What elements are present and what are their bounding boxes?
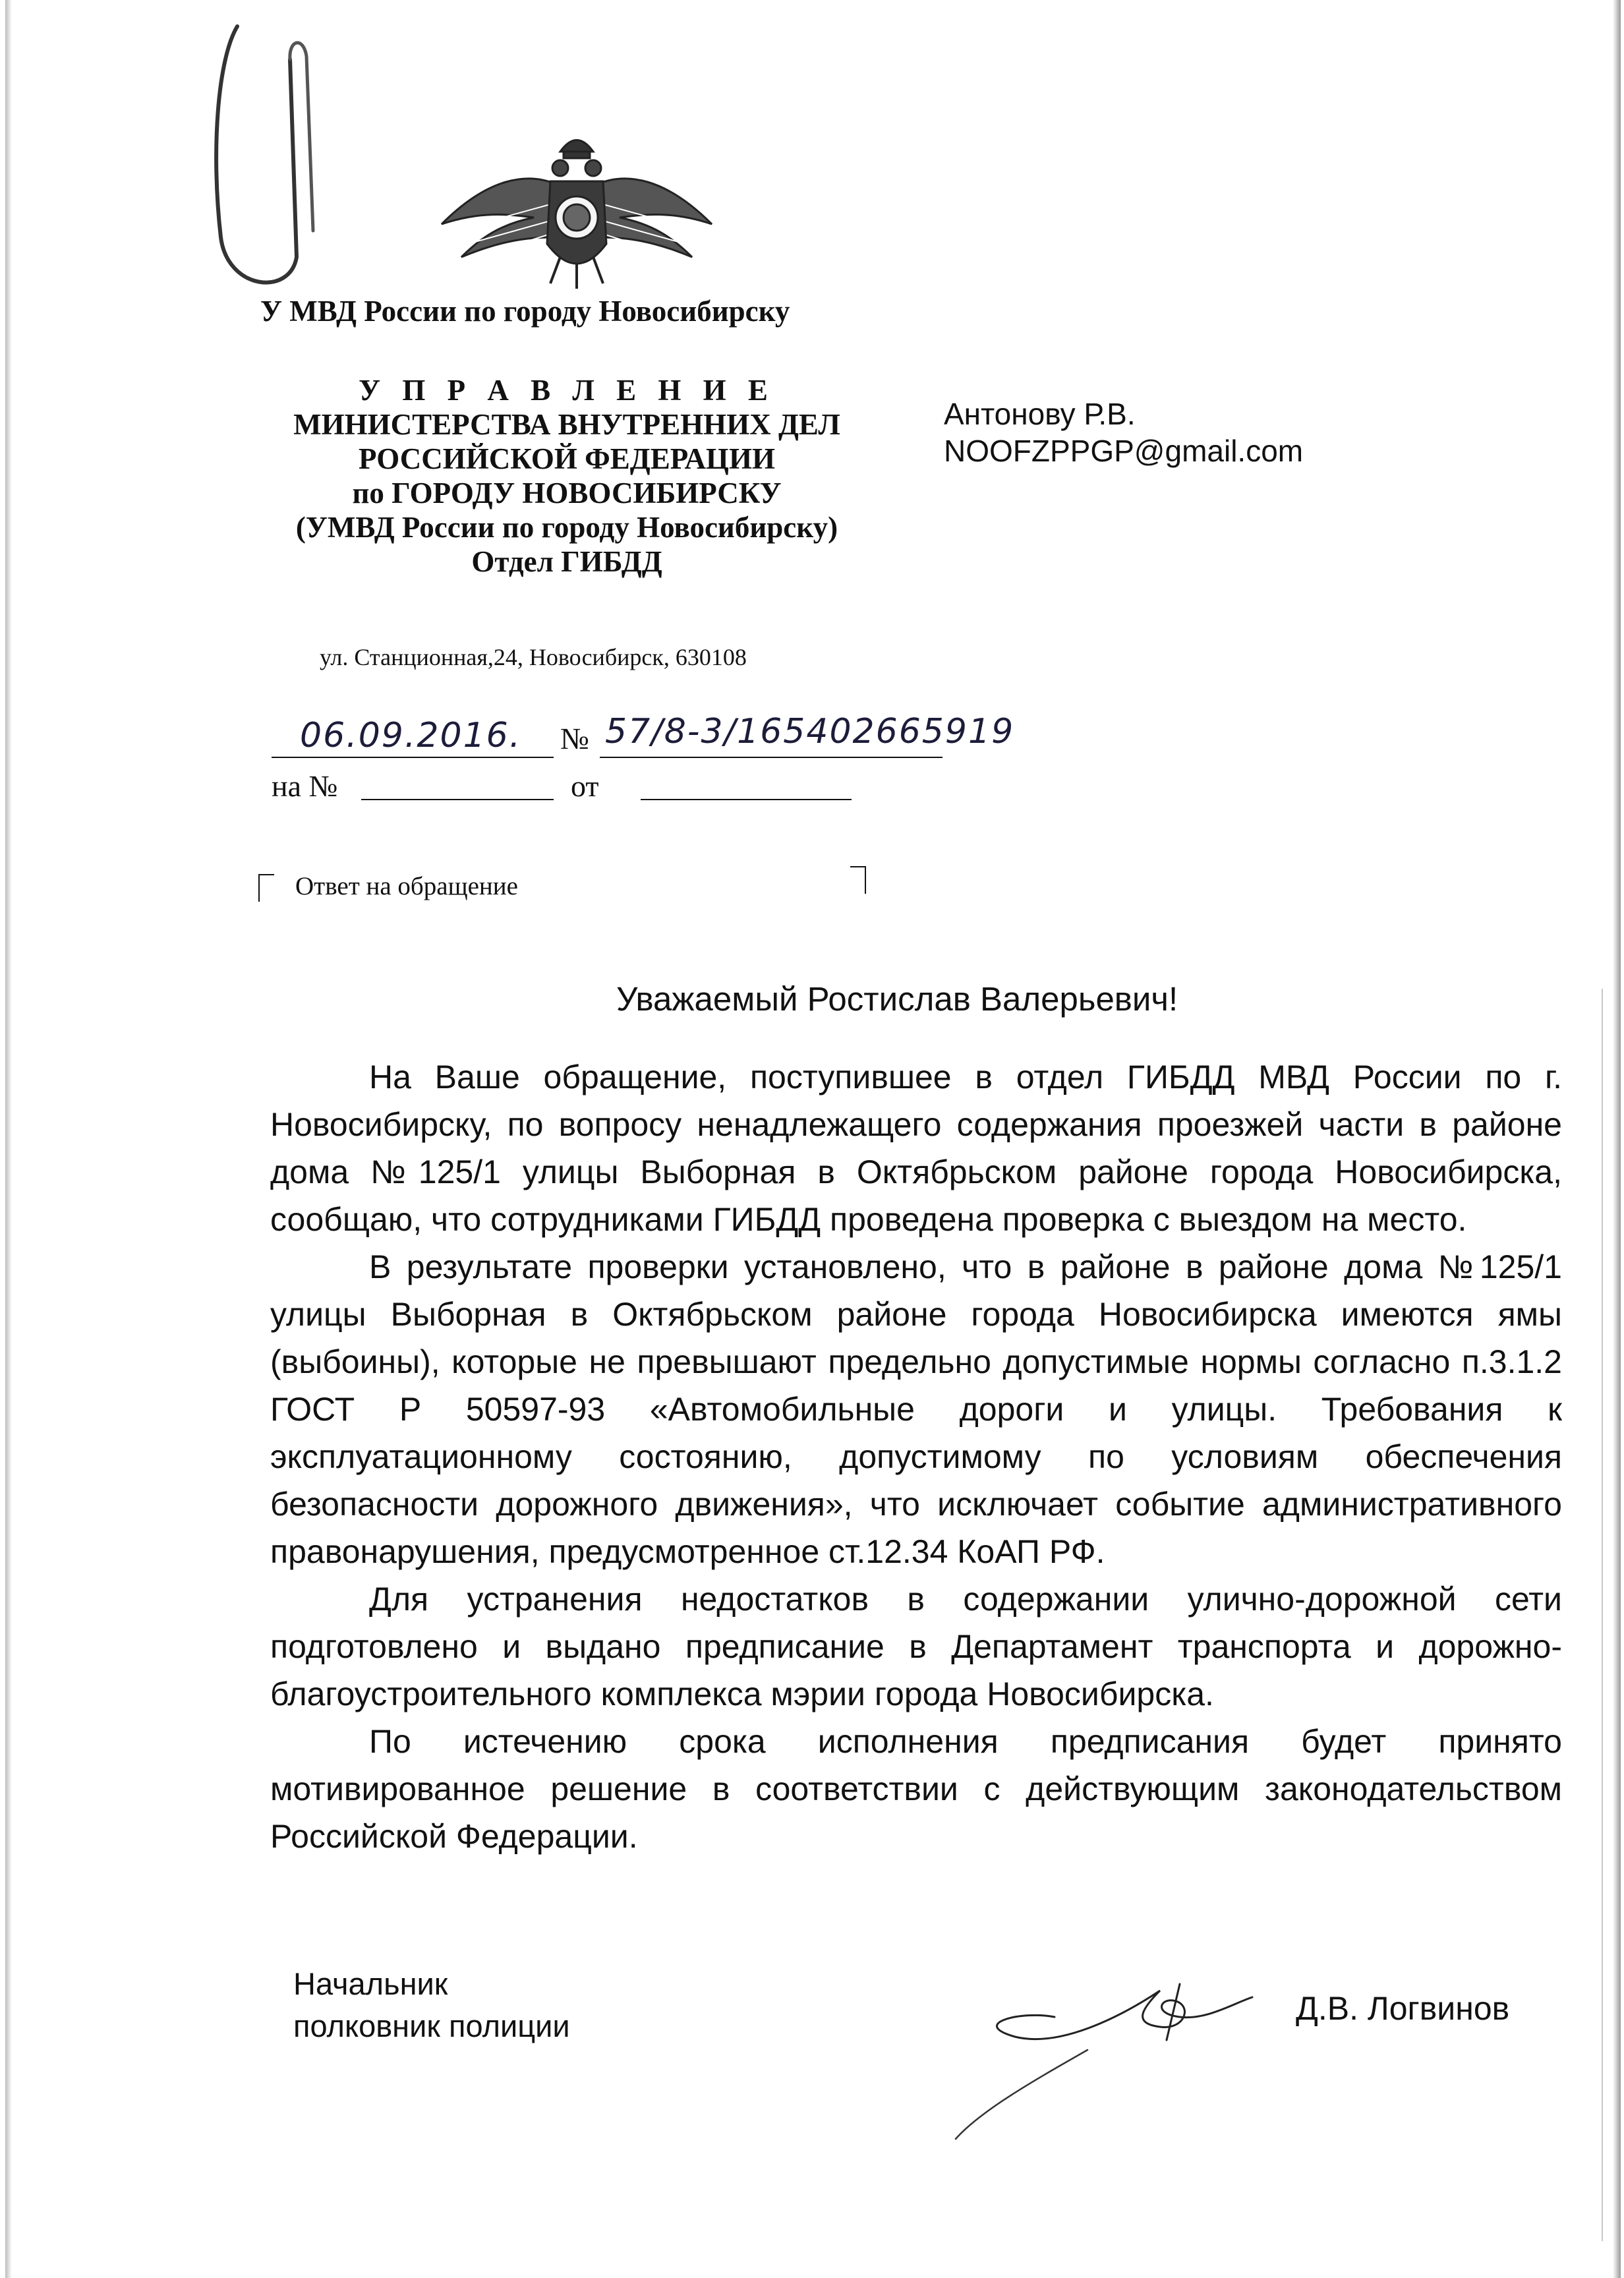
office-address: ул. Станционная,24, Новосибирск, 630108 [320, 644, 747, 670]
department-name-top: У МВД России по городу Новосибирску [260, 295, 790, 328]
mvd-emblem-icon [428, 125, 725, 290]
letterhead-line-3: РОССИЙСКОЙ ФЕДЕРАЦИИ [359, 442, 775, 475]
handwritten-reg-number: 57/8-3/165402665919 [605, 712, 1015, 751]
paragraph-3: Для устранения недостатков в содержании улично-дорожной сети подготовлено и выдано предписание в Департамент транспорта и дорожно-благоустроительного комплекса мэрии города Новосибирска. [270, 1581, 1562, 1712]
handwritten-date: 06.09.2016. [300, 716, 522, 755]
paragraph-2: В результате проверки установлено, что в районе в районе дома №125/1 улицы Выборная в Октябрьском районе города Новосибирска имеются ямы (выбоины), которые не превышают предельно допустимые нормы согласно п.3.1.2 ГОСТ Р 50597-93 «Автомобильные дороги и улицы. Требования к эксплуатационному состоянию, допустимому по условиям обеспечения безопасности дорожного движения», что исключает событие административного правонарушения, предусмотренное ст.12.34 КоАП РФ. [270, 1248, 1562, 1570]
letterhead-line-1: У П Р А В Л Е Н И Е [359, 374, 775, 407]
subject-line: Ответ на обращение [295, 872, 518, 900]
letter-body [270, 1053, 1562, 1860]
number-label: № [560, 722, 589, 755]
reply-from-label: от [571, 769, 599, 803]
greeting: Уважаемый Ростислав Валерьевич! [616, 980, 1178, 1018]
letterhead-line-5: (УМВД России по городу Новосибирску) [295, 511, 838, 544]
paragraph-4: По истечению срока исполнения предписания будет принято мотивированное решение в соответствии с действующим законодательством Российской Федерации. [270, 1723, 1562, 1855]
handwritten-signature [942, 1951, 1285, 2149]
addressee-name: Антонову Р.В. [944, 397, 1136, 431]
scan-edge-line [1602, 989, 1603, 2241]
signatory-name: Д.В. Логвинов [1296, 1990, 1510, 2027]
addressee-email: NOOFZPPGP@gmail.com [944, 434, 1304, 468]
number-underline [600, 757, 942, 758]
signatory-rank: полковник полиции [293, 2008, 570, 2043]
scan-edge-left [5, 0, 12, 2278]
letterhead-line-2: МИНИСТЕРСТВА ВНУТРЕННИХ ДЕЛ [293, 408, 840, 441]
letterhead-line-4: по ГОРОДУ НОВОСИБИРСКУ [352, 477, 782, 510]
addressee-block [944, 395, 1537, 469]
letterhead-title [237, 373, 896, 579]
date-underline [272, 757, 554, 758]
letterhead-line-6: Отдел ГИБДД [471, 545, 662, 578]
reply-number-underline [361, 799, 554, 800]
scan-edge-right [1613, 0, 1621, 2278]
reply-number-label: на № [272, 769, 338, 803]
signatory-position: Начальник [293, 1966, 448, 2001]
paper-clip-icon [198, 20, 330, 297]
reply-date-underline [641, 799, 852, 800]
paragraph-1: На Ваше обращение, поступившее в отдел ГИБДД МВД России по г. Новосибирску, по вопросу ненадлежащего содержания проезжей части в районе дома №125/1 улицы Выборная в Октябрьском районе города Новосибирска, сообщаю, что сотрудниками ГИБДД проведена проверка с выездом на место. [270, 1059, 1562, 1238]
subject-bracket-left [258, 874, 274, 902]
signatory-title [293, 1963, 570, 2047]
subject-bracket-right [850, 866, 866, 894]
